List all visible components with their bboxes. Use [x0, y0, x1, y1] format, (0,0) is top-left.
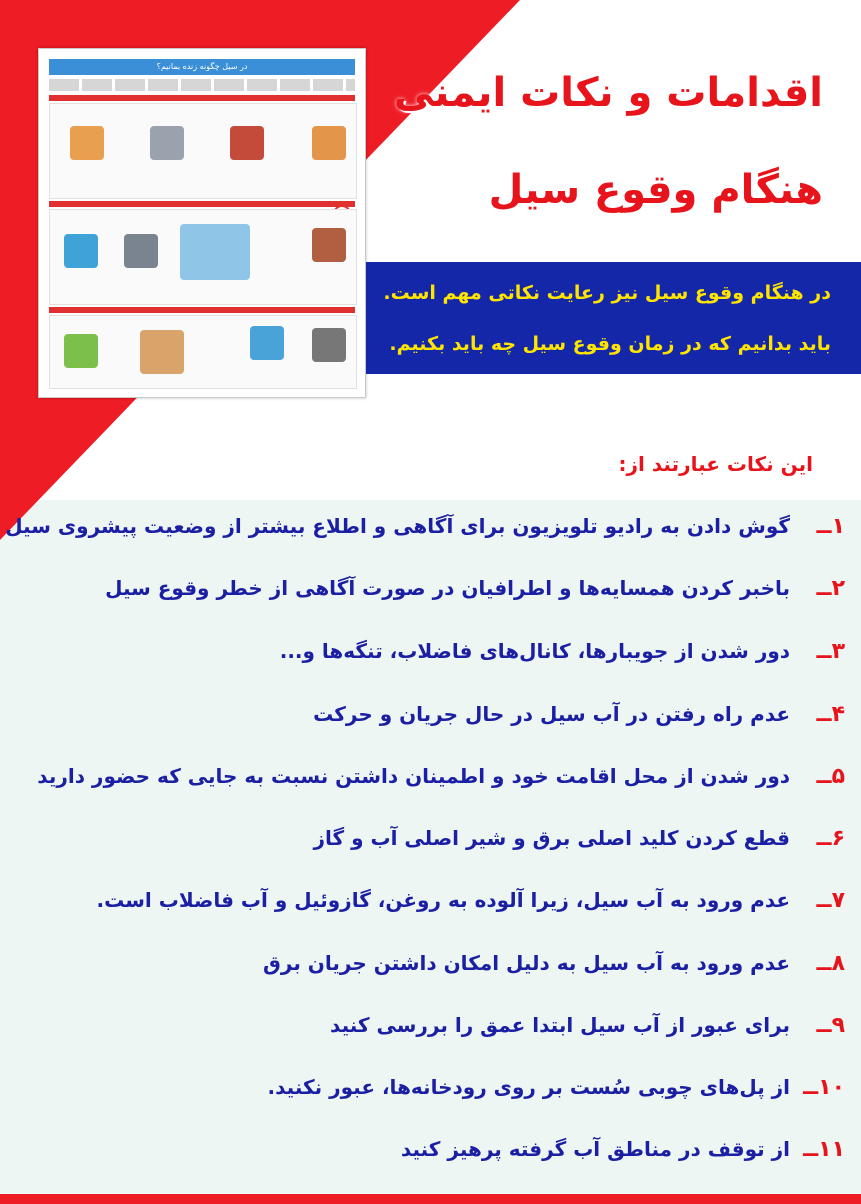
list-item: [45, 888, 845, 913]
list-heading: این نکات عبارتند از:: [618, 452, 813, 476]
list-item: [45, 1137, 845, 1162]
list-item: [45, 826, 845, 851]
intro-banner: [366, 262, 861, 374]
list-item: [37, 764, 845, 789]
list-item: [45, 702, 845, 727]
list-item: [45, 951, 845, 976]
item-text: عدم راه رفتن در آب سیل در حال جریان و حرکت: [313, 702, 791, 726]
item-text: دور شدن از محل اقامت خود و اطمینان داشتن نسبت به جایی که حضور دارید: [37, 764, 791, 788]
house-icon: [140, 330, 184, 374]
poster-section-bar: [49, 307, 355, 313]
poster-title: در سیل چگونه زنده بمانیم؟: [49, 59, 355, 75]
poster-section-bar: [49, 95, 355, 101]
item-number: ۱ــ: [816, 514, 845, 539]
poster-section-during: [49, 209, 357, 305]
list-item: [45, 576, 845, 601]
water-heater-icon: [230, 126, 264, 160]
stamp-icon: [312, 328, 346, 362]
item-text: باخبر کردن همسایه‌ها و اطرافیان در صورت آگاهی از خطر وقوع سیل: [105, 576, 791, 600]
intro-line-2: باید بدانیم که در زمان وقوع سیل چه باید بکنیم.: [389, 333, 831, 355]
item-number: ۳ــ: [816, 639, 845, 664]
digging-icon: [312, 126, 346, 160]
poster-intro-text: [49, 79, 355, 91]
item-text: عدم ورود به آب سیل، زیرا آلوده به روغن، گازوئیل و آب فاضلاب است.: [96, 888, 791, 912]
item-text: گوش دادن به رادیو تلویزیون برای آگاهی و اطلاع بیشتر از وضعیت پیشروی سیل: [5, 514, 791, 538]
item-text: عدم ورود به آب سیل به دلیل امکان داشتن جریان برق: [263, 951, 791, 975]
item-text: از توقف در مناطق آب گرفته پرهیز کنید: [400, 1137, 791, 1161]
list-item: [45, 1075, 845, 1100]
item-text: از پل‌های چوبی سُست بر روی رودخانه‌ها، عبور نکنید.: [267, 1075, 791, 1099]
flood-infographic-poster: [38, 48, 366, 398]
flooded-house-icon: [180, 224, 250, 280]
item-text: قطع کردن کلید اصلی برق و شیر اصلی آب و گاز: [313, 826, 791, 850]
sign-icon: [64, 334, 98, 368]
intro-line-1: در هنگام وقوع سیل نیز رعایت نکاتی مهم است.: [383, 282, 831, 304]
wall-icon: [150, 126, 184, 160]
bottom-red-bar: [0, 1194, 861, 1204]
title-line-1: اقدامات و نکات ایمنی: [393, 70, 823, 116]
poster-section-bar: [49, 201, 355, 207]
item-number: ۹ــ: [816, 1013, 845, 1038]
item-number: ۸ــ: [816, 951, 845, 976]
list-item: [45, 1013, 845, 1038]
item-number: ۵ــ: [816, 764, 845, 789]
radio-icon: [312, 228, 346, 262]
boat-icon: [64, 234, 98, 268]
waves-icon: [250, 326, 284, 360]
poster-section-before: [49, 103, 357, 199]
item-number: ۶ــ: [816, 826, 845, 851]
item-text: دور شدن از جویبارها، کانال‌های فاضلاب، تنگه‌ها و...: [279, 639, 791, 663]
item-text: برای عبور از آب سیل ابتدا عمق را بررسی کنید: [330, 1013, 791, 1037]
item-number: ۷ــ: [816, 888, 845, 913]
item-number: ۱۰ــ: [803, 1075, 845, 1100]
title-line-2: هنگام وقوع سیل: [488, 167, 823, 213]
item-number: ۲ــ: [816, 576, 845, 601]
item-number: ۱۱ــ: [803, 1137, 845, 1162]
poster-section-after: [49, 315, 357, 389]
list-item: [45, 639, 845, 664]
item-number: ۴ــ: [816, 702, 845, 727]
pipe-icon: [124, 234, 158, 268]
list-item: [5, 514, 845, 539]
worker-icon: [70, 126, 104, 160]
